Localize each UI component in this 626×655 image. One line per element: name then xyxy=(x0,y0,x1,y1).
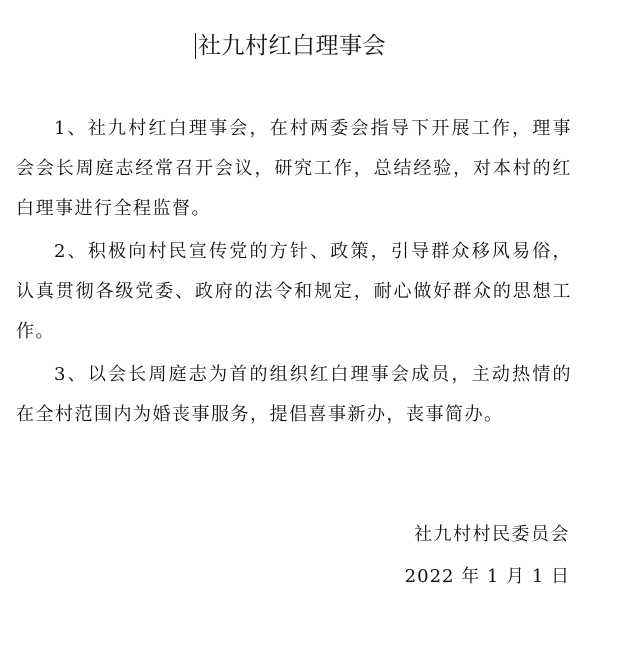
paragraph-1: 1、社九村红白理事会，在村两委会指导下开展工作，理事会会长周庭志经常召开会议，研究工作，总结经验，对本村的红白理事进行全程监督。 xyxy=(16,118,572,219)
paragraph-3: 3、以会长周庭志为首的组织红白理事会成员，主动热情的在全村范围内为婚丧事服务，提倡喜事新办，丧事简办。 xyxy=(16,364,572,425)
signature-organization: 社九村村民委员会 xyxy=(414,524,570,545)
document-title: 社九村红白理事会 xyxy=(198,33,386,59)
text-cursor xyxy=(195,33,196,59)
signature-date: 2022 年 1 月 1 日 xyxy=(404,566,570,587)
paragraph-2: 2、积极向村民宣传党的方针、政策，引导群众移风易俗，认真贯彻各级党委、政府的法令和规定，耐心做好群众的思想工作。 xyxy=(16,241,572,342)
